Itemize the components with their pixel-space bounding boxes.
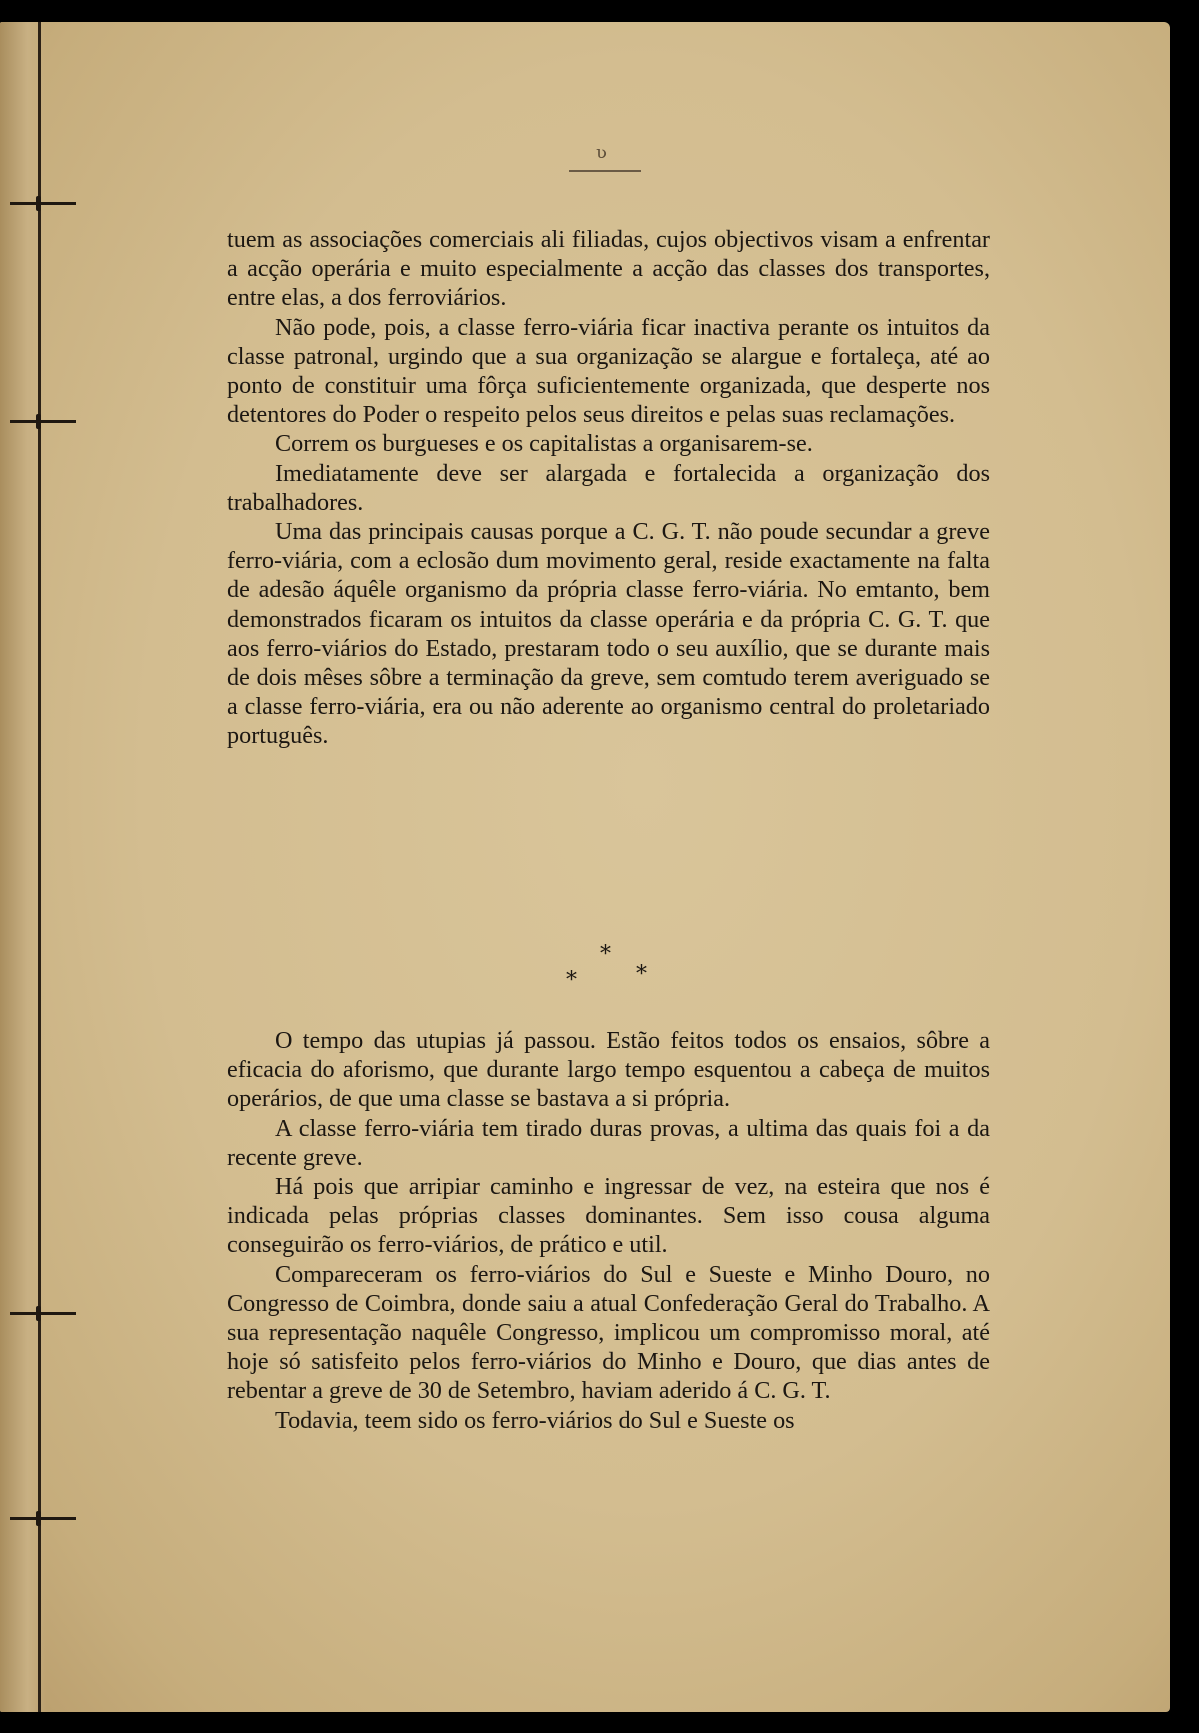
paragraph: Há pois que arripiar caminho e ingressar de vez, na esteira que nos é indicada pelas próprias classes dominantes. Sem isso cousa alguma conseguirão os ferro-viários, de prático e util.	[227, 1173, 990, 1259]
header-rule	[569, 170, 641, 172]
asterism-star: *	[566, 968, 577, 993]
paragraph: A classe ferro-viária tem tirado duras provas, a ultima das quais foi a da recente greve.	[227, 1114, 990, 1171]
paragraph: Compareceram os ferro-viários do Sul e Sueste e Minho Douro, no Congresso de Coimbra, donde saiu a atual Confederação Geral do Trabalho. A sua representação naquêle Congresso, implicou um compromisso moral, até hoje só satisfeito pelos ferro-viários do Minho e Douro, que dias antes de rebentar a greve de 30 de Setembro, haviam aderido á C. G. T.	[227, 1260, 990, 1405]
book-page	[0, 22, 1170, 1712]
binding-stitch	[10, 202, 76, 205]
text-section-1	[227, 225, 990, 751]
paragraph: Uma das principais causas porque a C. G. T. não poude secundar a greve ferro-viária, com a eclosão dum movimento geral, reside exactamente na falta de adesão áquêle organismo da própria classe ferro-viária. No emtanto, bem demonstrados ficaram os intuitos da classe operária e da própria C. G. T. que aos ferro-viários do Estado, prestaram todo o seu auxílio, que se durante mais de dois mêses sôbre a terminação da greve, sem comtudo terem averiguado se a classe ferro-viária, era ou não aderente ao organismo central do proletariado português.	[227, 518, 990, 750]
asterism-star: *	[636, 962, 647, 987]
paragraph: Todavia, teem sido os ferro-viários do Sul e Sueste os	[275, 1406, 795, 1434]
binding-stitch	[10, 1312, 76, 1315]
binding-spine	[38, 22, 41, 1712]
paragraph: Correm os burgueses e os capitalistas a organisarem-se.	[275, 430, 813, 458]
page-number: ʋ	[596, 142, 607, 163]
paragraph: Imediatamente deve ser alargada e fortalecida a organização dos trabalhadores.	[227, 459, 990, 516]
paragraph: O tempo das utupias já passou. Estão feitos todos os ensaios, sôbre a eficacia do aforismo, que durante largo tempo esquentou a cabeça de muitos operários, de que uma classe se bastava a si própria.	[227, 1027, 990, 1113]
paragraph: Não pode, pois, a classe ferro-viária ficar inactiva perante os intuitos da classe patronal, urgindo que a sua organização se alargue e fortaleça, até ao ponto de constituir uma fôrça suficientemente organizada, que desperte nos detentores do Poder o respeito pelos seus direitos e pelas suas reclamações.	[227, 313, 990, 429]
binding-stitch	[10, 420, 76, 423]
text-section-2	[227, 1026, 990, 1435]
asterism-separator	[540, 942, 660, 1002]
asterism-star: *	[600, 942, 611, 967]
binding-stitch	[10, 1517, 76, 1520]
paragraph: tuem as associações comerciais ali filiadas, cujos objectivos visam a enfrentar a acção operária e muito especialmente a acção das classes dos transportes, entre elas, a dos ferroviários.	[227, 226, 990, 312]
